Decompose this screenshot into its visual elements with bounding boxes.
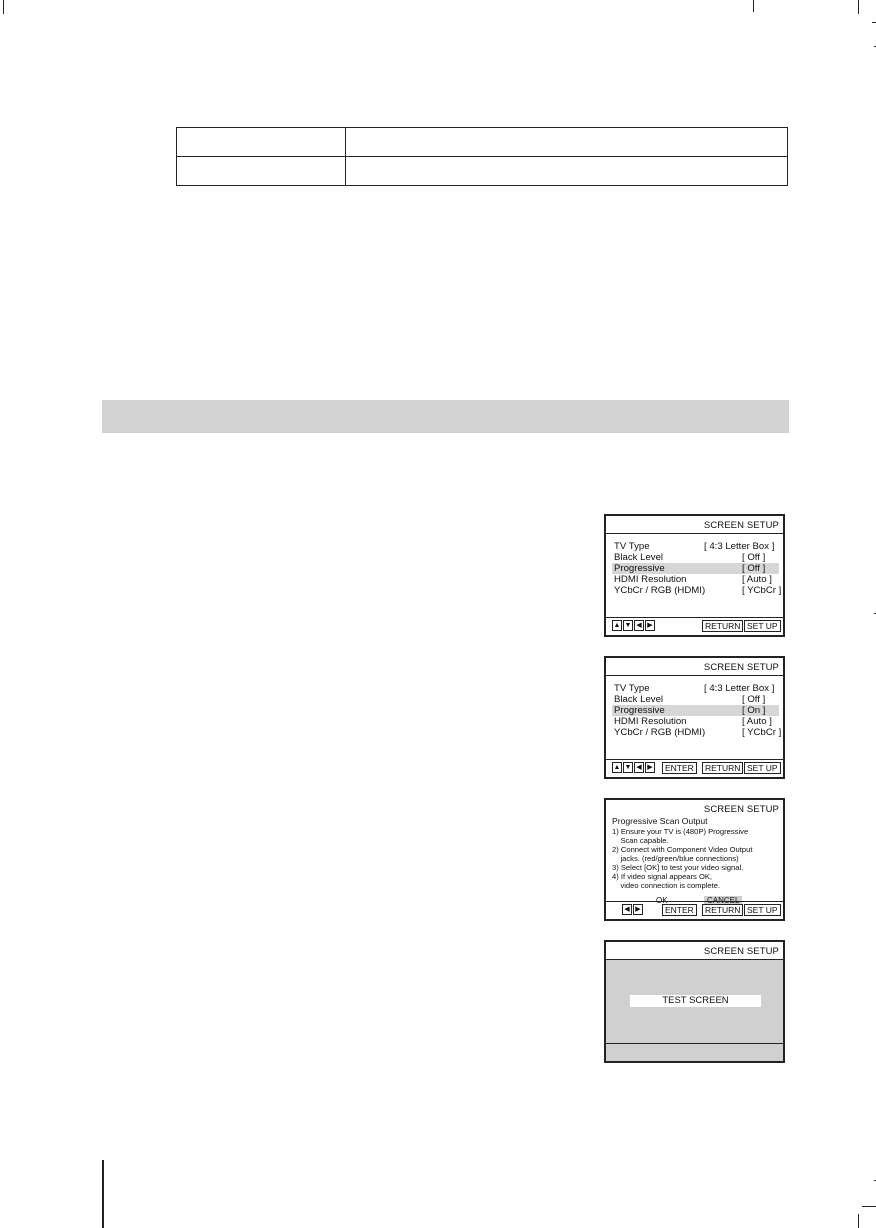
menu-label: YCbCr / RGB (HDMI) (614, 585, 706, 596)
test-screen-label: TEST SCREEN (630, 995, 761, 1007)
menu-value: [ YCbCr ] (742, 727, 782, 738)
enter-button[interactable]: ENTER (662, 762, 697, 774)
setup-button[interactable]: SET UP (744, 762, 781, 774)
menu-row-black-level[interactable] (612, 552, 779, 563)
menu-label: Progressive (614, 705, 665, 716)
page-edge-rule (102, 1160, 104, 1228)
divider (606, 901, 783, 902)
menu-row-progressive[interactable] (612, 705, 779, 716)
table-cell (177, 128, 346, 157)
key-guide (612, 762, 779, 774)
key-guide (612, 620, 779, 632)
table-row (177, 157, 788, 186)
menu-value: [ Auto ] (742, 574, 772, 585)
divider (606, 1043, 783, 1044)
menu-label: Progressive (614, 563, 665, 574)
screen-setup-panel-4 (604, 940, 785, 1063)
divider (606, 533, 783, 534)
arrow-down-icon[interactable]: ▼ (624, 764, 632, 771)
screen-title: SCREEN SETUP (703, 520, 779, 531)
menu-label: Black Level (614, 552, 664, 563)
divider (606, 675, 783, 676)
menu-value: [ 4:3 Letter Box ] (704, 683, 775, 694)
crop-mark-top-left (3, 0, 4, 14)
message-line: 2) Connect with Component Video Output (612, 845, 753, 854)
menu-row-hdmi-resolution[interactable] (612, 716, 779, 727)
menu-row-ycbcr-rgb[interactable] (612, 585, 782, 596)
arrow-up-icon[interactable]: ▲ (613, 764, 621, 771)
return-button[interactable]: RETURN (702, 620, 743, 632)
arrow-right-icon[interactable]: ▶ (645, 620, 655, 631)
menu-value: [ Off ] (742, 552, 766, 563)
spec-table (176, 127, 788, 186)
menu-label: HDMI Resolution (614, 574, 687, 585)
setup-button[interactable]: SET UP (744, 620, 781, 632)
menu-value: [ Auto ] (742, 716, 772, 727)
arrow-right-icon[interactable]: ▶ (645, 762, 655, 773)
message-line: 4) If video signal appears OK, (612, 872, 713, 881)
crop-mark-top-mid (753, 0, 754, 12)
crop-mark-right-1 (872, 22, 876, 23)
screen-title: SCREEN SETUP (703, 662, 779, 673)
menu-value: [ On ] (742, 705, 766, 716)
menu-label: TV Type (614, 541, 650, 552)
setup-button[interactable]: SET UP (744, 904, 781, 916)
divider (606, 759, 783, 760)
message-line: 3) Select [OK] to test your video signal. (612, 863, 744, 872)
screen-setup-panel-3 (604, 798, 785, 921)
message-line: jacks. (red/green/blue connections) (612, 854, 739, 863)
message-line: video connection is complete. (612, 881, 721, 890)
table-row (177, 128, 788, 157)
divider (606, 959, 783, 960)
menu-label: Black Level (614, 694, 664, 705)
menu-value: [ 4:3 Letter Box ] (704, 541, 775, 552)
menu-value: [ Off ] (742, 563, 766, 574)
key-guide (612, 904, 779, 916)
menu-label: HDMI Resolution (614, 716, 687, 727)
menu-value: [ Off ] (742, 694, 766, 705)
table-cell (346, 128, 788, 157)
message-heading: Progressive Scan Output (612, 816, 708, 826)
return-button[interactable]: RETURN (702, 762, 743, 774)
enter-button[interactable]: ENTER (662, 904, 697, 916)
message-line: 1) Ensure your TV is (480P) Progressive (612, 827, 749, 836)
crop-mark-bottom-right-h (862, 1206, 876, 1207)
menu-value: [ YCbCr ] (742, 585, 782, 596)
menu-row-tv-type[interactable] (612, 683, 779, 694)
screen-setup-panel-2 (604, 656, 785, 779)
crop-mark-bottom-right (858, 1214, 859, 1228)
menu-label: TV Type (614, 683, 650, 694)
menu-row-ycbcr-rgb[interactable] (612, 727, 782, 738)
arrow-up-icon[interactable]: ▲ (613, 622, 621, 629)
menu-row-hdmi-resolution[interactable] (612, 574, 779, 585)
menu-row-tv-type[interactable] (612, 541, 779, 552)
screen-title: SCREEN SETUP (703, 946, 779, 957)
table-cell (346, 157, 788, 186)
section-heading-bar (102, 400, 789, 433)
arrow-right-icon[interactable]: ▶ (633, 904, 643, 915)
arrow-left-icon[interactable]: ◀ (622, 904, 632, 915)
arrow-left-icon[interactable]: ◀ (634, 620, 644, 631)
menu-row-progressive[interactable] (612, 563, 779, 574)
table-cell (177, 157, 346, 186)
screen-title: SCREEN SETUP (703, 804, 779, 815)
screen-setup-panel-1 (604, 514, 785, 637)
divider (606, 617, 783, 618)
arrow-down-icon[interactable]: ▼ (624, 622, 632, 629)
menu-label: YCbCr / RGB (HDMI) (614, 727, 706, 738)
menu-row-black-level[interactable] (612, 694, 779, 705)
crop-mark-top-right (858, 0, 859, 14)
message-line: Scan capable. (612, 836, 669, 845)
return-button[interactable]: RETURN (702, 904, 743, 916)
arrow-left-icon[interactable]: ◀ (634, 762, 644, 773)
